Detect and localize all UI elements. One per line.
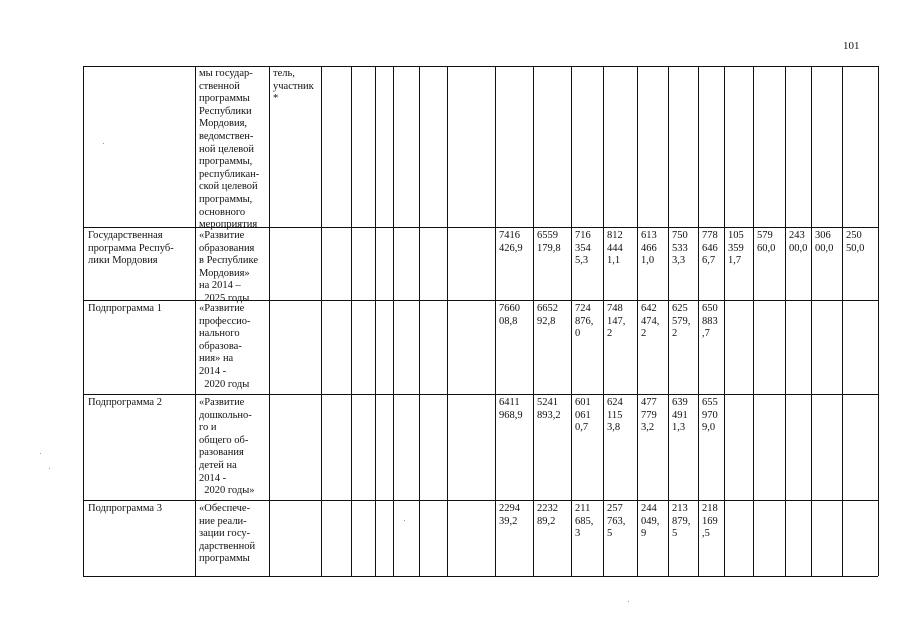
funding-value: 257 763, 5 — [607, 503, 626, 540]
program-name: Государственная программа Респуб- лики Мордовия — [88, 230, 174, 267]
funding-value: 244 049, 9 — [641, 503, 660, 540]
funding-value: 613 466 1,0 — [641, 230, 657, 267]
scan-speck — [49, 468, 50, 469]
funding-value: 250 50,0 — [846, 230, 865, 254]
program-name: Подпрограмма 2 — [88, 397, 162, 408]
funding-value: 5241 893,2 — [537, 397, 561, 421]
funding-value: 211 685, 3 — [575, 503, 594, 540]
funding-value: 579 60,0 — [757, 230, 776, 254]
funding-value: 2232 89,2 — [537, 503, 558, 527]
table-row-rule — [83, 576, 878, 577]
funding-value: 724 876, 0 — [575, 303, 594, 340]
funding-value: 650 883 ,7 — [702, 303, 718, 340]
program-name: Подпрограмма 3 — [88, 503, 162, 514]
page-number: 101 — [843, 40, 860, 52]
funding-value: 639 491 1,3 — [672, 397, 688, 434]
funding-value: 105 359 1,7 — [728, 230, 744, 267]
funding-value: 7416 426,9 — [499, 230, 523, 254]
table-column-rule — [878, 66, 879, 576]
funding-value: 6411 968,9 — [499, 397, 523, 421]
funding-value: 655 970 9,0 — [702, 397, 718, 434]
funding-value: 778 646 6,7 — [702, 230, 718, 267]
funding-value: 642 474, 2 — [641, 303, 660, 340]
scan-speck — [103, 143, 104, 144]
program-name: Подпрограмма 1 — [88, 303, 162, 314]
funding-value: 306 00,0 — [815, 230, 834, 254]
funding-value: 812 444 1,1 — [607, 230, 623, 267]
funding-value: 218 169 ,5 — [702, 503, 718, 540]
funding-value: 2294 39,2 — [499, 503, 520, 527]
scan-speck — [40, 453, 41, 454]
table-row-rule — [83, 394, 878, 395]
funding-value: 7660 08,8 — [499, 303, 520, 327]
program-title-header: мы государ- ственной программы Республики Мордовия, ведомствен- ной целевой программы, республикан- ской целевой программы, основного мероприятия — [199, 68, 260, 231]
funding-value: 213 879, 5 — [672, 503, 691, 540]
funding-value: 477 779 3,2 — [641, 397, 657, 434]
funding-value: 601 061 0,7 — [575, 397, 591, 434]
table-row-rule — [83, 500, 878, 501]
funding-value: 748 147, 2 — [607, 303, 626, 340]
scan-speck — [628, 601, 629, 602]
executor-header: тель, участник * — [273, 68, 314, 105]
program-title: «Развитие профессио- нального образова- ния» на 2014 - 2020 годы — [199, 303, 251, 390]
funding-value: 243 00,0 — [789, 230, 808, 254]
program-title: «Развитие образования в Республике Мордовия» на 2014 – 2025 годы — [199, 230, 259, 304]
funding-value: 750 533 3,3 — [672, 230, 688, 267]
funding-value: 716 354 5,3 — [575, 230, 591, 267]
funding-value: 6559 179,8 — [537, 230, 561, 254]
program-title: «Развитие дошкольно- го и общего об- разования детей на 2014 - 2020 годы» — [199, 397, 255, 497]
table-row-rule — [83, 66, 878, 67]
funding-value: 625 579, 2 — [672, 303, 691, 340]
program-title: «Обеспече- ние реали- зации госу- дарственной программы — [199, 503, 256, 565]
funding-value: 6652 92,8 — [537, 303, 558, 327]
scan-speck — [404, 520, 405, 521]
funding-value: 624 115 3,8 — [607, 397, 623, 434]
